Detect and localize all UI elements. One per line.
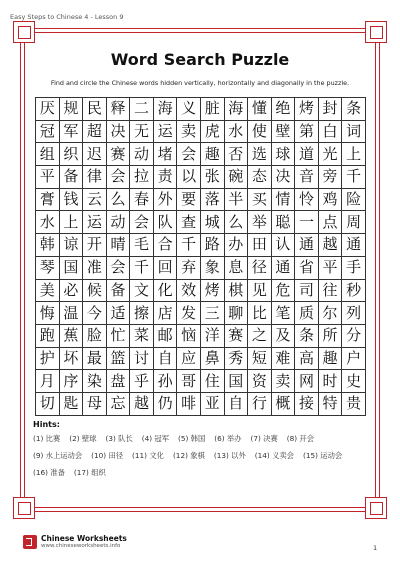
grid-cell[interactable]: 春 bbox=[130, 189, 154, 212]
grid-cell[interactable]: 息 bbox=[225, 257, 249, 280]
grid-cell[interactable]: 忙 bbox=[107, 325, 131, 348]
grid-cell[interactable]: 以 bbox=[177, 166, 201, 189]
grid-cell[interactable]: 聊 bbox=[225, 302, 249, 325]
grid-cell[interactable]: 海 bbox=[154, 98, 178, 121]
grid-cell[interactable]: 棋 bbox=[225, 280, 249, 303]
grid-cell[interactable]: 切 bbox=[36, 393, 60, 416]
hint-item: (11) 文化 bbox=[132, 451, 164, 460]
grid-cell[interactable]: 使 bbox=[248, 121, 272, 144]
grid-cell[interactable]: 比 bbox=[248, 302, 272, 325]
grid-cell[interactable]: 洋 bbox=[201, 325, 225, 348]
grid-cell[interactable]: 城 bbox=[201, 211, 225, 234]
grid-cell[interactable]: 组 bbox=[36, 143, 60, 166]
grid-cell[interactable]: 责 bbox=[154, 166, 178, 189]
grid-cell[interactable]: 选 bbox=[248, 143, 272, 166]
grid-cell[interactable]: 母 bbox=[83, 393, 107, 416]
grid-cell[interactable]: 认 bbox=[272, 234, 296, 257]
grid-cell[interactable]: 平 bbox=[36, 166, 60, 189]
grid-cell[interactable]: 三 bbox=[201, 302, 225, 325]
grid-cell[interactable]: 韩 bbox=[36, 234, 60, 257]
hint-item: (12) 象棋 bbox=[172, 451, 205, 460]
grid-cell[interactable]: 运 bbox=[83, 211, 107, 234]
grid-cell[interactable]: 队 bbox=[154, 211, 178, 234]
grid-cell[interactable]: 外 bbox=[154, 189, 178, 212]
hint-item: (16) 准备 bbox=[33, 468, 65, 477]
grid-cell[interactable]: 通 bbox=[342, 234, 366, 257]
grid-cell[interactable]: 织 bbox=[60, 143, 84, 166]
grid-cell[interactable]: 通 bbox=[272, 257, 296, 280]
hint-item: (3) 队长 bbox=[105, 434, 133, 443]
grid-cell[interactable]: 鸡 bbox=[319, 189, 343, 212]
grid-cell[interactable]: 必 bbox=[60, 280, 84, 303]
grid-cell[interactable]: 田 bbox=[248, 234, 272, 257]
instructions: Find and circle the Chinese words hidden vertically, horizontally and diagonally in the puzzle. bbox=[50, 79, 350, 87]
grid-cell[interactable]: 擦 bbox=[130, 302, 154, 325]
grid-cell[interactable]: 平 bbox=[319, 257, 343, 280]
grid-cell[interactable]: 海 bbox=[225, 98, 249, 121]
hint-item: (17) 组织 bbox=[73, 468, 106, 477]
grid-cell[interactable]: 亚 bbox=[201, 393, 225, 416]
grid-cell[interactable]: 赛 bbox=[107, 143, 131, 166]
grid-cell[interactable]: 条 bbox=[342, 98, 366, 121]
footer-logo bbox=[23, 535, 127, 550]
grid-cell[interactable]: 准 bbox=[83, 257, 107, 280]
page-number: 1 bbox=[373, 544, 378, 552]
grid-cell[interactable]: 云 bbox=[83, 189, 107, 212]
grid-cell[interactable]: 趣 bbox=[319, 348, 343, 371]
grid-cell[interactable]: 列 bbox=[342, 302, 366, 325]
grid-cell[interactable]: 光 bbox=[319, 143, 343, 166]
hint-item: (6) 举办 bbox=[214, 434, 242, 443]
hint-item: (10) 田径 bbox=[91, 451, 124, 460]
grid-cell[interactable]: 文 bbox=[130, 280, 154, 303]
grid-cell[interactable]: 质 bbox=[295, 302, 319, 325]
grid-cell[interactable]: 碗 bbox=[225, 166, 249, 189]
grid-cell[interactable]: 篮 bbox=[107, 348, 131, 371]
grid-cell[interactable]: 户 bbox=[342, 348, 366, 371]
grid-cell[interactable]: 今 bbox=[83, 302, 107, 325]
grid-cell[interactable]: 径 bbox=[248, 257, 272, 280]
grid-cell[interactable]: 厌 bbox=[36, 98, 60, 121]
grid-cell[interactable]: 律 bbox=[83, 166, 107, 189]
grid-cell[interactable]: 越 bbox=[319, 234, 343, 257]
grid-cell[interactable]: 一 bbox=[295, 211, 319, 234]
grid-cell[interactable]: 千 bbox=[130, 257, 154, 280]
grid-cell[interactable]: 跑 bbox=[36, 325, 60, 348]
grid-cell[interactable]: 堵 bbox=[154, 143, 178, 166]
hint-item: (8) 开会 bbox=[286, 434, 314, 443]
grid-cell[interactable]: 会 bbox=[107, 257, 131, 280]
grid-cell[interactable]: 染 bbox=[83, 370, 107, 393]
grid-cell[interactable]: 象 bbox=[201, 257, 225, 280]
hint-list bbox=[33, 434, 373, 478]
grid-cell[interactable]: 护 bbox=[36, 348, 60, 371]
grid-cell[interactable]: 脏 bbox=[201, 98, 225, 121]
grid-cell[interactable]: 点 bbox=[319, 211, 343, 234]
hint-item: (2) 壁球 bbox=[69, 434, 97, 443]
grid-cell[interactable]: 烤 bbox=[295, 98, 319, 121]
grid-cell[interactable]: 查 bbox=[177, 211, 201, 234]
grid-cell[interactable]: 二 bbox=[130, 98, 154, 121]
hint-item: (4) 冠军 bbox=[141, 434, 169, 443]
grid-cell[interactable]: 邮 bbox=[154, 325, 178, 348]
grid-cell[interactable]: 匙 bbox=[60, 393, 84, 416]
grid-cell[interactable]: 候 bbox=[83, 280, 107, 303]
brand-logo-icon bbox=[23, 535, 37, 549]
grid-cell[interactable]: 哥 bbox=[177, 370, 201, 393]
grid-cell[interactable]: 短 bbox=[248, 348, 272, 371]
grid-cell[interactable]: 讨 bbox=[130, 348, 154, 371]
grid-cell[interactable]: 谅 bbox=[60, 234, 84, 257]
grid-cell[interactable]: 规 bbox=[60, 98, 84, 121]
grid-cell[interactable]: 举 bbox=[248, 211, 272, 234]
grid-cell[interactable]: 水 bbox=[225, 121, 249, 144]
grid-cell[interactable]: 绝 bbox=[272, 98, 296, 121]
grid-cell[interactable]: 决 bbox=[272, 166, 296, 189]
grid-cell[interactable]: 菜 bbox=[130, 325, 154, 348]
grid-cell[interactable]: 卖 bbox=[272, 370, 296, 393]
grid-cell[interactable]: 会 bbox=[107, 166, 131, 189]
grid-cell[interactable]: 备 bbox=[60, 166, 84, 189]
grid-cell[interactable]: 住 bbox=[201, 370, 225, 393]
hint-item: (5) 韩国 bbox=[178, 434, 206, 443]
worksheet-header: Easy Steps to Chinese 4 - Lesson 9 bbox=[10, 13, 124, 21]
grid-cell[interactable]: 往 bbox=[319, 280, 343, 303]
hints-section bbox=[33, 420, 373, 478]
grid-cell[interactable]: 决 bbox=[107, 121, 131, 144]
grid-cell[interactable]: 周 bbox=[342, 211, 366, 234]
grid-cell[interactable]: 军 bbox=[60, 121, 84, 144]
corner-ornament bbox=[365, 21, 387, 43]
grid-cell[interactable]: 会 bbox=[130, 211, 154, 234]
grid-cell[interactable]: 音 bbox=[295, 166, 319, 189]
grid-cell[interactable]: 通 bbox=[295, 234, 319, 257]
grid-cell[interactable]: 尔 bbox=[319, 302, 343, 325]
grid-cell[interactable]: 运 bbox=[154, 121, 178, 144]
corner-ornament bbox=[365, 497, 387, 519]
grid-cell[interactable]: 聪 bbox=[272, 211, 296, 234]
grid-cell[interactable]: 特 bbox=[319, 393, 343, 416]
grid-cell[interactable]: 烤 bbox=[201, 280, 225, 303]
grid-cell[interactable]: 时 bbox=[319, 370, 343, 393]
grid-cell[interactable]: 第 bbox=[295, 121, 319, 144]
grid-cell[interactable]: 琴 bbox=[36, 257, 60, 280]
grid-cell[interactable]: 自 bbox=[154, 348, 178, 371]
grid-cell[interactable]: 险 bbox=[342, 189, 366, 212]
grid-cell[interactable]: 贵 bbox=[342, 393, 366, 416]
grid-cell[interactable]: 店 bbox=[154, 302, 178, 325]
grid-cell[interactable]: 见 bbox=[248, 280, 272, 303]
grid-cell[interactable]: 合 bbox=[154, 234, 178, 257]
grid-cell[interactable]: 月 bbox=[36, 370, 60, 393]
hint-item: (7) 决赛 bbox=[250, 434, 278, 443]
grid-cell[interactable]: 序 bbox=[60, 370, 84, 393]
grid-cell[interactable]: 民 bbox=[83, 98, 107, 121]
grid-cell[interactable]: 么 bbox=[107, 189, 131, 212]
grid-cell[interactable]: 球 bbox=[272, 143, 296, 166]
grid-cell[interactable]: 路 bbox=[201, 234, 225, 257]
grid-cell[interactable]: 坏 bbox=[60, 348, 84, 371]
grid-cell[interactable]: 买 bbox=[248, 189, 272, 212]
grid-cell[interactable]: 膏 bbox=[36, 189, 60, 212]
grid-cell[interactable]: 词 bbox=[342, 121, 366, 144]
grid-cell[interactable]: 拉 bbox=[130, 166, 154, 189]
grid-cell[interactable]: 水 bbox=[36, 211, 60, 234]
grid-cell[interactable]: 超 bbox=[83, 121, 107, 144]
grid-cell[interactable]: 备 bbox=[107, 280, 131, 303]
grid-cell[interactable]: 卖 bbox=[177, 121, 201, 144]
grid-cell[interactable]: 最 bbox=[83, 348, 107, 371]
grid-cell[interactable]: 办 bbox=[225, 234, 249, 257]
grid-cell[interactable]: 忘 bbox=[107, 393, 131, 416]
grid-cell[interactable]: 晴 bbox=[107, 234, 131, 257]
grid-cell[interactable]: 无 bbox=[130, 121, 154, 144]
grid-cell[interactable]: 孙 bbox=[154, 370, 178, 393]
grid-cell[interactable]: 省 bbox=[295, 257, 319, 280]
grid-cell[interactable]: 温 bbox=[60, 302, 84, 325]
hint-item: (14) 义卖会 bbox=[254, 451, 294, 460]
grid-cell[interactable]: 开 bbox=[83, 234, 107, 257]
grid-cell[interactable]: 笔 bbox=[272, 302, 296, 325]
grid-cell[interactable]: 条 bbox=[295, 325, 319, 348]
grid-cell[interactable]: 手 bbox=[342, 257, 366, 280]
grid-cell[interactable]: 壁 bbox=[272, 121, 296, 144]
grid-cell[interactable]: 上 bbox=[60, 211, 84, 234]
grid-cell[interactable]: 虎 bbox=[201, 121, 225, 144]
grid-cell[interactable]: 悔 bbox=[36, 302, 60, 325]
hints-title: Hints: bbox=[33, 420, 60, 429]
grid-cell[interactable]: 国 bbox=[225, 370, 249, 393]
grid-cell[interactable]: 赛 bbox=[225, 325, 249, 348]
grid-cell[interactable]: 所 bbox=[319, 325, 343, 348]
grid-cell[interactable]: 动 bbox=[107, 211, 131, 234]
grid-cell[interactable]: 史 bbox=[342, 370, 366, 393]
grid-cell[interactable]: 懂 bbox=[248, 98, 272, 121]
grid-cell[interactable]: 发 bbox=[177, 302, 201, 325]
grid-cell[interactable]: 秀 bbox=[225, 348, 249, 371]
grid-cell[interactable]: 道 bbox=[295, 143, 319, 166]
grid-cell[interactable]: 释 bbox=[107, 98, 131, 121]
grid-cell[interactable]: 毛 bbox=[130, 234, 154, 257]
grid-cell[interactable]: 千 bbox=[342, 166, 366, 189]
grid-cell[interactable]: 趣 bbox=[201, 143, 225, 166]
grid-cell[interactable]: 怜 bbox=[295, 189, 319, 212]
grid-cell[interactable]: 义 bbox=[177, 98, 201, 121]
grid-cell[interactable]: 之 bbox=[248, 325, 272, 348]
brand-url: www.chineseworksheets.info bbox=[41, 543, 121, 550]
grid-cell[interactable]: 美 bbox=[36, 280, 60, 303]
grid-cell[interactable]: 应 bbox=[177, 348, 201, 371]
grid-cell[interactable]: 回 bbox=[154, 257, 178, 280]
word-search-grid bbox=[35, 97, 366, 416]
grid-cell[interactable]: 冠 bbox=[36, 121, 60, 144]
hint-item: (9) 水上运动会 bbox=[33, 451, 83, 460]
corner-ornament bbox=[13, 497, 35, 519]
grid-cell[interactable]: 分 bbox=[342, 325, 366, 348]
grid-cell[interactable]: 脸 bbox=[83, 325, 107, 348]
grid-cell[interactable]: 千 bbox=[177, 234, 201, 257]
grid-cell[interactable]: 啡 bbox=[177, 393, 201, 416]
grid-cell[interactable]: 鼻 bbox=[201, 348, 225, 371]
brand-name: Chinese Worksheets bbox=[41, 534, 127, 543]
grid-cell[interactable]: 行 bbox=[248, 393, 272, 416]
corner-ornament bbox=[13, 21, 35, 43]
grid-cell[interactable]: 钱 bbox=[60, 189, 84, 212]
grid-cell[interactable]: 动 bbox=[130, 143, 154, 166]
grid-cell[interactable]: 么 bbox=[225, 211, 249, 234]
grid-cell[interactable]: 难 bbox=[272, 348, 296, 371]
grid-cell[interactable]: 张 bbox=[201, 166, 225, 189]
grid-cell[interactable]: 概 bbox=[272, 393, 296, 416]
grid-cell[interactable]: 网 bbox=[295, 370, 319, 393]
grid-cell[interactable]: 蕉 bbox=[60, 325, 84, 348]
grid-cell[interactable]: 资 bbox=[248, 370, 272, 393]
grid-cell[interactable]: 态 bbox=[248, 166, 272, 189]
grid-cell[interactable]: 上 bbox=[342, 143, 366, 166]
grid-cell[interactable]: 封 bbox=[319, 98, 343, 121]
grid-cell[interactable]: 旁 bbox=[319, 166, 343, 189]
grid-cell[interactable]: 自 bbox=[225, 393, 249, 416]
grid-cell[interactable]: 仍 bbox=[154, 393, 178, 416]
grid-cell[interactable]: 落 bbox=[201, 189, 225, 212]
grid-cell[interactable]: 国 bbox=[60, 257, 84, 280]
page-title: Word Search Puzzle bbox=[110, 50, 290, 69]
grid-cell[interactable]: 乎 bbox=[130, 370, 154, 393]
hint-item: (15) 运动会 bbox=[302, 451, 343, 460]
hint-item: (1) 比赛 bbox=[33, 434, 61, 443]
grid-cell[interactable]: 及 bbox=[272, 325, 296, 348]
grid-cell[interactable]: 半 bbox=[225, 189, 249, 212]
grid-cell[interactable]: 白 bbox=[319, 121, 343, 144]
grid-cell[interactable]: 越 bbox=[130, 393, 154, 416]
grid-cell[interactable]: 恼 bbox=[177, 325, 201, 348]
grid-cell[interactable]: 会 bbox=[177, 143, 201, 166]
grid-cell[interactable]: 司 bbox=[295, 280, 319, 303]
grid-cell[interactable]: 化 bbox=[154, 280, 178, 303]
grid-cell[interactable]: 秒 bbox=[342, 280, 366, 303]
grid-cell[interactable]: 要 bbox=[177, 189, 201, 212]
grid-cell[interactable]: 否 bbox=[225, 143, 249, 166]
grid-cell[interactable]: 高 bbox=[295, 348, 319, 371]
grid-cell[interactable]: 适 bbox=[107, 302, 131, 325]
grid-cell[interactable]: 危 bbox=[272, 280, 296, 303]
grid-cell[interactable]: 盘 bbox=[107, 370, 131, 393]
grid-cell[interactable]: 迟 bbox=[83, 143, 107, 166]
grid-cell[interactable]: 接 bbox=[295, 393, 319, 416]
grid-cell[interactable]: 效 bbox=[177, 280, 201, 303]
grid-cell[interactable]: 情 bbox=[272, 189, 296, 212]
grid-cell[interactable]: 弃 bbox=[177, 257, 201, 280]
hint-item: (13) 以外 bbox=[213, 451, 246, 460]
